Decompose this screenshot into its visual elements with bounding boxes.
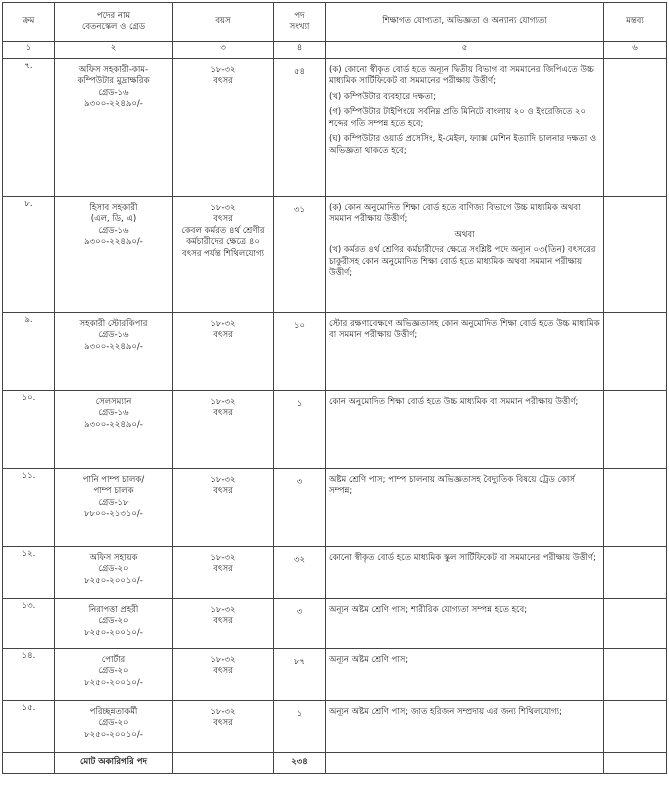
- qualification-item: কোনো স্বীকৃত বোর্ড হতে মাধ্যমিক স্কুল সার্টিফিকেট বা সমমানের পরীক্ষায় উত্তীর্ণ;: [329, 553, 596, 563]
- qualification-item: কোন অনুমোদিত শিক্ষা বোর্ড হতে উচ্চ মাধ্যমিক বা সমমান পরীক্ষায় উত্তীর্ণ;: [329, 397, 579, 407]
- age-cell: [173, 547, 274, 599]
- age-line: ১৮-৩২: [210, 553, 236, 563]
- post-line: (এল, ডি, এ): [90, 214, 137, 225]
- table-row: [3, 547, 667, 599]
- post-line: ৮২৫০-২০০১০/-: [84, 575, 143, 586]
- table-row: [3, 391, 667, 469]
- remarks-cell: [604, 469, 667, 547]
- post-cell: [55, 599, 173, 649]
- post-line: নিরাপত্তা প্রহরী: [88, 605, 139, 615]
- header-age: বয়স: [173, 3, 274, 42]
- qualification-item: অন্যূন অষ্টম শ্রেণি পাস; শারীরিক যোগ্যতা সম্পন্ন হতে হবে;: [329, 605, 528, 615]
- age-line: বৎসর: [213, 718, 233, 729]
- age-line: ১৮-৩২: [210, 397, 236, 407]
- total-empty-cell: [604, 753, 667, 774]
- age-cell: [173, 649, 274, 701]
- table-row: [3, 599, 667, 649]
- age-line: বৎসর: [213, 76, 233, 87]
- header-post: [55, 3, 173, 42]
- serial-cell: ১৫.: [3, 701, 55, 753]
- header-row: [3, 3, 667, 42]
- age-line: বৎসর: [213, 214, 233, 225]
- remarks-cell: [604, 701, 667, 753]
- age-line: বৎসর: [213, 616, 233, 627]
- post-line: গ্রেড-২০: [98, 564, 129, 575]
- post-line: পাম্প চালক: [93, 486, 134, 497]
- qualification-cell: [326, 59, 604, 197]
- qualification-cell: [326, 599, 604, 649]
- serial-cell: ১১.: [3, 469, 55, 547]
- total-empty-cell: [173, 753, 274, 774]
- post-cell: [55, 469, 173, 547]
- header-post-line: পদের নাম: [96, 10, 131, 21]
- post-line: সহকারী স্টোরকিপার: [79, 319, 148, 329]
- post-count-cell: ১০: [274, 313, 326, 391]
- post-line: ৯৩০০-২২৪৯০/-: [84, 419, 143, 430]
- post-cell: [55, 547, 173, 599]
- post-cell: [55, 313, 173, 391]
- age-cell: [173, 391, 274, 469]
- column-number: ৩: [173, 42, 274, 59]
- post-line: ৮২৫০-২০০১০/-: [84, 729, 143, 740]
- column-number: ৫: [326, 42, 604, 59]
- total-label: মোট অকারিগরি পদ: [55, 753, 173, 774]
- serial-cell: ৮.: [3, 197, 55, 313]
- post-count-cell: ৩২: [274, 547, 326, 599]
- column-number: ২: [55, 42, 173, 59]
- table-row: [3, 701, 667, 753]
- post-count-cell: ৩: [274, 599, 326, 649]
- header-serial: ক্রম: [3, 3, 55, 42]
- age-line: ১৮-৩২: [210, 707, 236, 717]
- remarks-cell: [604, 59, 667, 197]
- post-count-cell: ১: [274, 701, 326, 753]
- qualification-cell: [326, 649, 604, 701]
- age-line: ১৮-৩২: [210, 605, 236, 615]
- remarks-cell: [604, 197, 667, 313]
- age-line: কেবল কর্মরত ৪র্থ শ্রেণীর কর্মচারীদের ক্ষেত্রে ৪০ বৎসর পর্যন্ত শিথিলযোগ্য: [181, 225, 265, 259]
- post-cell: [55, 649, 173, 701]
- table-row: [3, 469, 667, 547]
- post-line: হিসাব সহকারী: [89, 203, 138, 213]
- age-cell: [173, 313, 274, 391]
- post-line: গ্রেড-২০: [98, 718, 129, 729]
- qualification-item: (ক) কোনো স্বীকৃত বোর্ড হতে অন্যূন দ্বিতীয় বিভাগ বা সমমানের জিপিএতে উচ্চ মাধ্যমিক সার্টিফিকেট বা সমমানের পরীক্ষায় উত্তীর্ণ;: [329, 65, 594, 87]
- qualification-item: (খ) কম্পিউটার ব্যবহারে দক্ষতা;: [329, 91, 436, 102]
- serial-cell: ৯.: [3, 313, 55, 391]
- age-line: বৎসর: [213, 486, 233, 497]
- age-line: বৎসর: [213, 408, 233, 419]
- table-row: [3, 59, 667, 197]
- table-row: [3, 313, 667, 391]
- post-line: ৮৮০০-২১৩১০/-: [84, 509, 143, 520]
- qualification-item: অন্যূন অষ্টম শ্রেণি পাস; জাত হরিজন সম্প্রদায় এর জন্য শিথিলযোগ্য;: [329, 707, 562, 717]
- post-line: ৮২৫০-২০০১০/-: [84, 627, 143, 638]
- header-post-line: বেতনস্কেল ও গ্রেড: [81, 22, 146, 32]
- remarks-cell: [604, 547, 667, 599]
- post-count-cell: ৩: [274, 469, 326, 547]
- age-cell: [173, 197, 274, 313]
- remarks-cell: [604, 599, 667, 649]
- serial-cell: ১৪.: [3, 649, 55, 701]
- age-line: ১৮-৩২: [210, 319, 236, 329]
- post-line: পোর্টার: [101, 655, 126, 665]
- column-number-row: [3, 42, 667, 59]
- post-line: পরিচ্ছন্নতাকর্মী: [89, 707, 138, 717]
- total-empty-cell: [3, 753, 55, 774]
- header-count-line: পদ: [294, 10, 305, 21]
- post-line: অফিস সহায়ক: [89, 553, 138, 563]
- serial-cell: ১২.: [3, 547, 55, 599]
- qualification-cell: [326, 469, 604, 547]
- qualification-cell: [326, 197, 604, 313]
- post-count-cell: ৫৪: [274, 59, 326, 197]
- header-count-line: সংখ্যা: [289, 22, 310, 32]
- post-line: ৮২৫০-২০০১০/-: [84, 677, 143, 688]
- remarks-cell: [604, 313, 667, 391]
- post-line: গ্রেড-২০: [98, 666, 129, 677]
- table-row: [3, 649, 667, 701]
- header-qualification: শিক্ষাগত যোগ্যতা, অভিজ্ঞতা ও অন্যান্য যোগ্যতা: [326, 3, 604, 42]
- post-line: ৯৩০০-২২৪৯০/-: [84, 237, 143, 248]
- or-separator: অথবা: [454, 229, 475, 240]
- table-row: [3, 197, 667, 313]
- column-number: ৬: [604, 42, 667, 59]
- serial-cell: ১০.: [3, 391, 55, 469]
- header-count: [274, 3, 326, 42]
- age-line: ১৮-৩২: [210, 475, 236, 485]
- post-cell: [55, 391, 173, 469]
- post-cell: [55, 197, 173, 313]
- post-count-cell: ১: [274, 391, 326, 469]
- post-line: ৯৩০০-২২৪৯০/-: [84, 99, 143, 110]
- qualification-item: অন্যূন অষ্টম শ্রেণি পাস;: [329, 655, 409, 665]
- serial-cell: ৭.: [3, 59, 55, 197]
- qualification-item: অষ্টম শ্রেণি পাস; পাম্প চালনায় অভিজ্ঞতাসহ বৈদ্যুতিক বিষয়ে ট্রেড কোর্স সম্পন্ন;: [329, 475, 575, 497]
- post-line: সেলসম্যান: [95, 397, 132, 407]
- qualification-item: স্টোর রক্ষণাবেক্ষণে অভিজ্ঞতাসহ কোন অনুমোদিত শিক্ষা বোর্ড হতে উচ্চ মাধ্যমিক বা সমমান পরীক্ষায় উত্তীর্ণ;: [329, 319, 600, 341]
- qualification-cell: [326, 547, 604, 599]
- qualification-item: (খ) কর্মরত ৪র্থ শ্রেণির কর্মচারীদের ক্ষেত্রে সংশ্লিষ্ট পদে অন্যূন ০৩(তিন) বৎসরের চাকুরীসহ কোন অনুমোদিত শিক্ষা বোর্ড হতে মাধ্যমিক অথবা সমমান পরীক্ষায় উত্তীর্ণ;: [329, 245, 596, 279]
- post-line: কম্পিউটার মুদ্রাক্ষরিক: [77, 76, 150, 87]
- age-cell: [173, 469, 274, 547]
- age-line: ১৮-৩২: [210, 655, 236, 665]
- qualification-cell: [326, 391, 604, 469]
- column-number: ১: [3, 42, 55, 59]
- remarks-cell: [604, 649, 667, 701]
- header-remarks: মন্তব্য: [604, 3, 667, 42]
- recruitment-table: [2, 2, 667, 774]
- remarks-cell: [604, 391, 667, 469]
- post-line: গ্রেড-১৬: [98, 408, 129, 419]
- serial-cell: ১৩.: [3, 599, 55, 649]
- age-cell: [173, 59, 274, 197]
- qualification-item: (ঘ) কম্পিউটার ওয়ার্ড প্রসেসিং, ই-মেইল, ফ্যাক্স মেশিন ইত্যাদি চালনার দক্ষতা ও অভিজ্ঞতা থাকতে হবে;: [329, 134, 597, 156]
- qualification-item: (ক) কোন অনুমোদিত শিক্ষা বোর্ড হতে বাণিজ্য বিভাগে উচ্চ মাধ্যমিক অথবা সমমান পরীক্ষায় উত্তীর্ণ;: [329, 203, 581, 225]
- qualification-cell: [326, 313, 604, 391]
- column-number: ৪: [274, 42, 326, 59]
- post-line: পানি পাম্প চালক/: [82, 475, 145, 485]
- post-line: গ্রেড-১৮: [98, 497, 129, 508]
- age-cell: [173, 701, 274, 753]
- total-count: ২৩৪: [274, 753, 326, 774]
- age-cell: [173, 599, 274, 649]
- post-line: গ্রেড-২০: [98, 616, 129, 627]
- qualification-cell: [326, 701, 604, 753]
- post-line: গ্রেড-১৬: [98, 225, 129, 236]
- age-line: ১৮-৩২: [210, 65, 236, 75]
- age-line: বৎসর: [213, 564, 233, 575]
- post-line: গ্রেড-১৬: [98, 330, 129, 341]
- age-line: বৎসর: [213, 666, 233, 677]
- qualification-item: (গ) কম্পিউটার টাইপিংয়ে সর্বনিম্ন প্রতি মিনিটে বাংলায় ২০ ও ইংরেজিতে ২০ শব্দের গতি সম্পন্ন হতে হবে;: [329, 107, 587, 129]
- post-cell: [55, 59, 173, 197]
- post-cell: [55, 701, 173, 753]
- post-line: গ্রেড-১৬: [98, 87, 129, 98]
- post-line: অফিস সহকারী-কাম-: [78, 65, 149, 75]
- age-line: বৎসর: [213, 330, 233, 341]
- total-row: [3, 753, 667, 774]
- post-count-cell: ৮৭: [274, 649, 326, 701]
- post-line: ৯৩০০-২২৪৯০/-: [84, 341, 143, 352]
- total-empty-cell: [326, 753, 604, 774]
- age-line: ১৮-৩২: [210, 203, 236, 213]
- post-count-cell: ৩১: [274, 197, 326, 313]
